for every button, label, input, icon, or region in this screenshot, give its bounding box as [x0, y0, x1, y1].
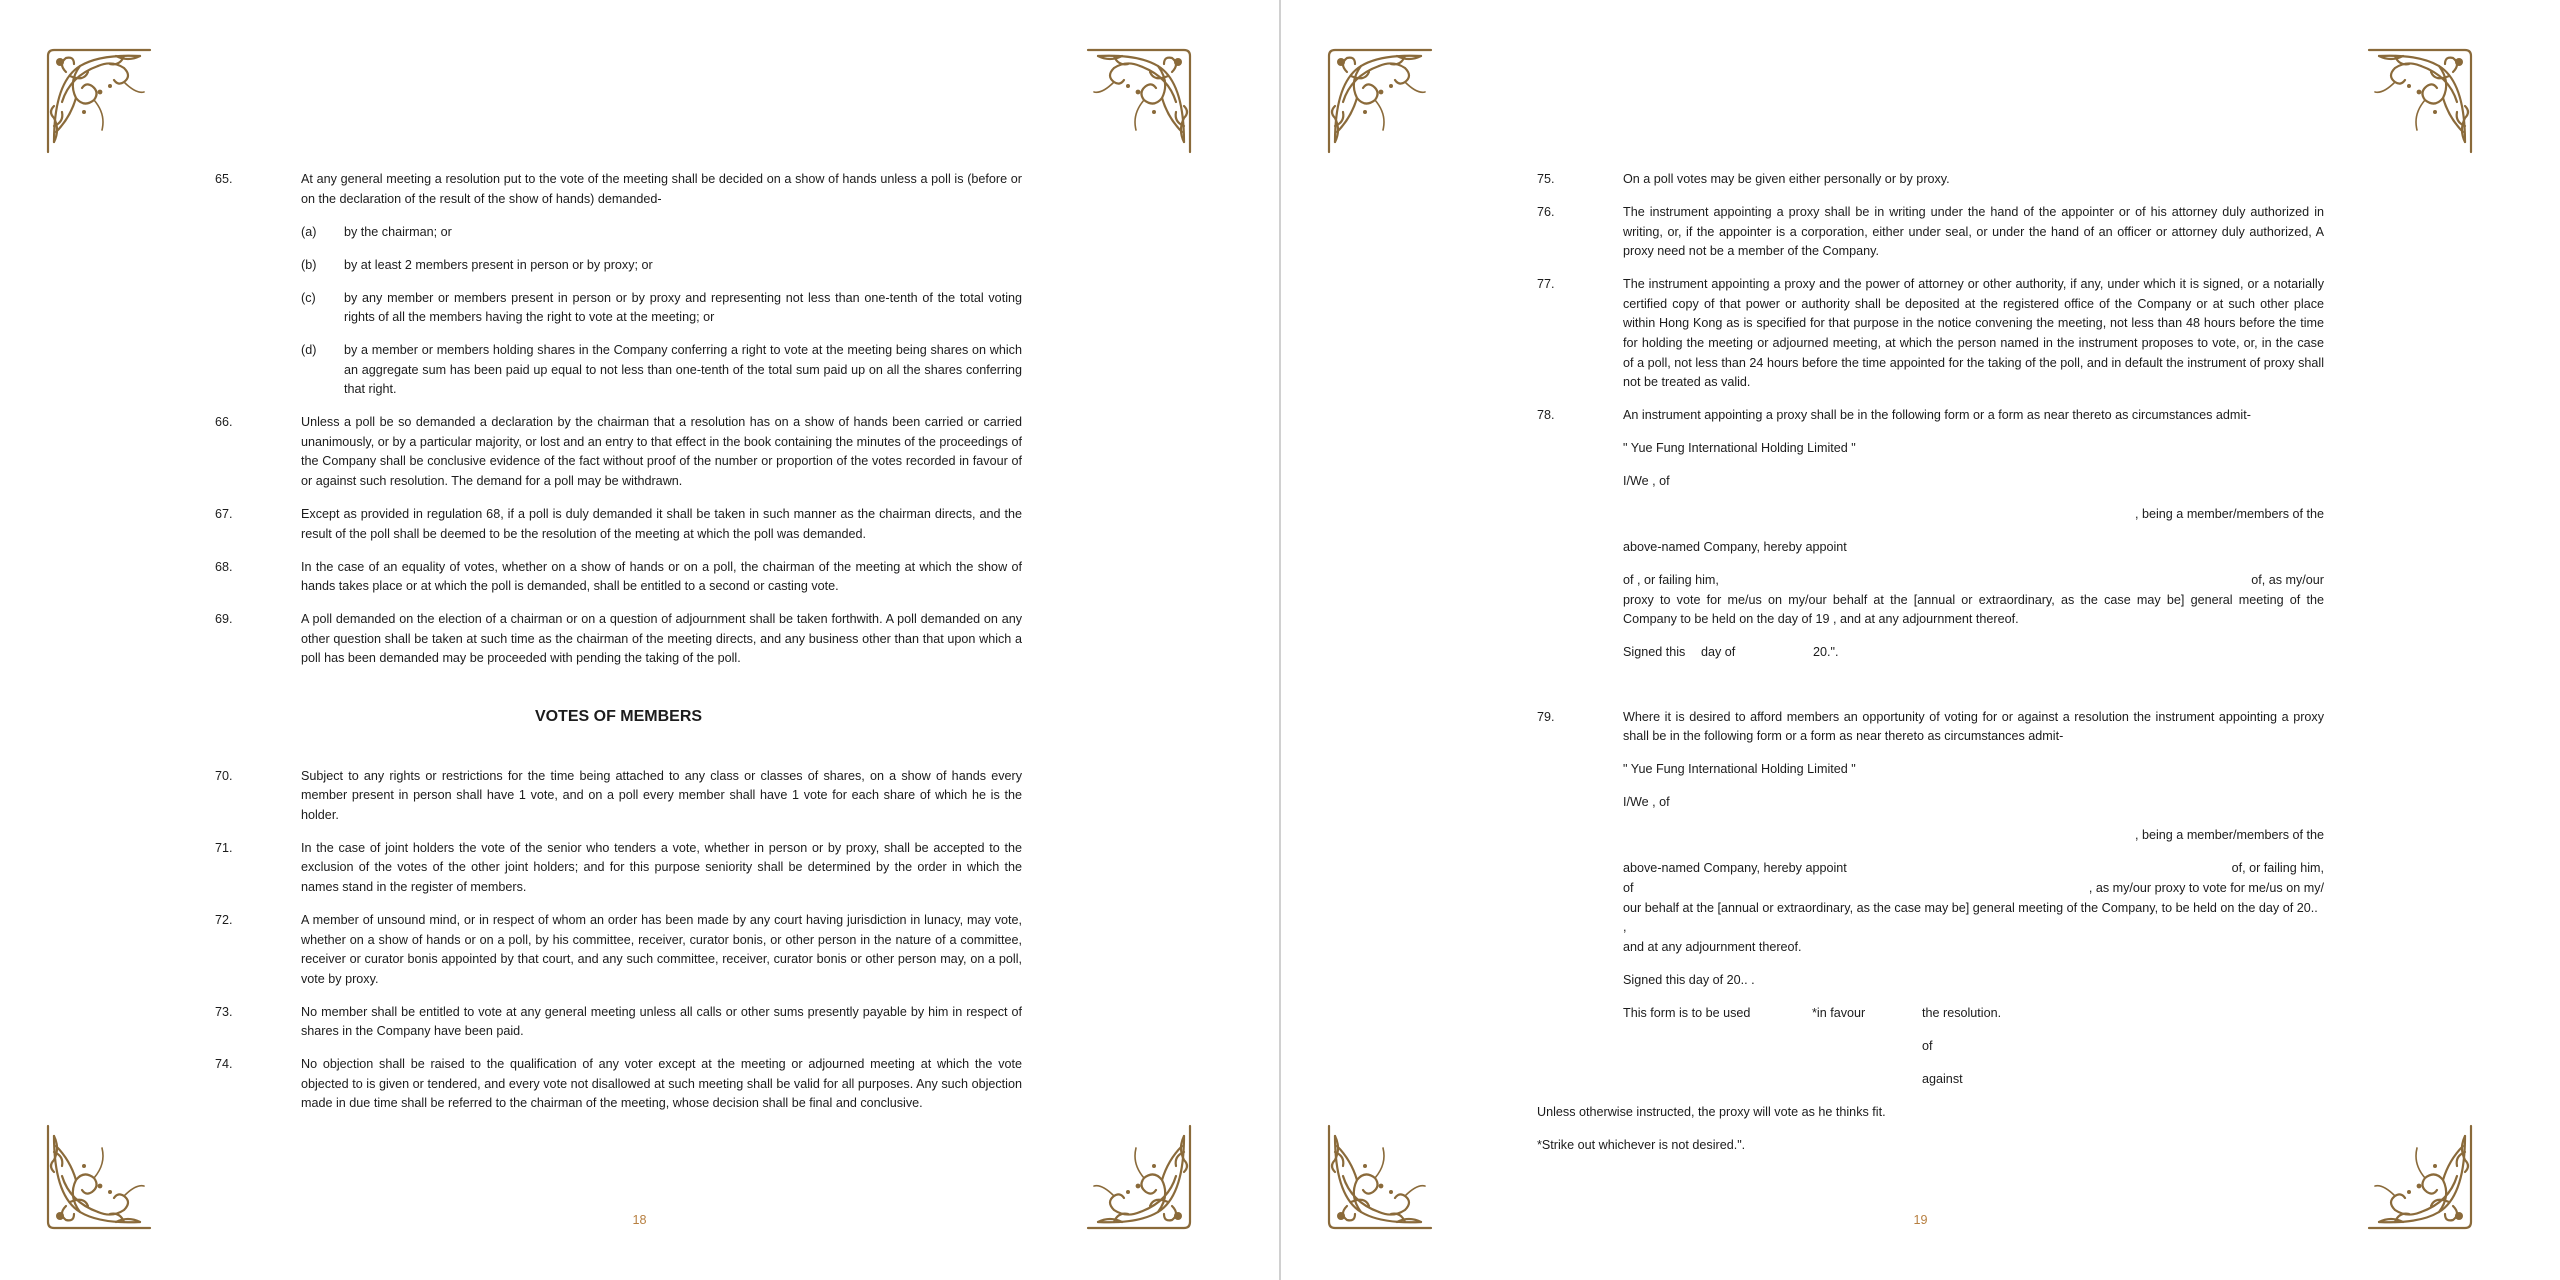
article-number: 75. [1537, 172, 1555, 186]
page-number: 19 [1913, 1213, 1928, 1227]
article-65 [215, 170, 1022, 400]
form-usage-label: This form is to be used [1623, 1005, 1751, 1020]
corner-ornament-icon [2363, 42, 2479, 158]
article-text: A poll demanded on the election of a chairman or on a question of adjournment shall be taken forthwith. A poll demanded on any other question shall be taken at such time as the chairman of the meeting directs, and any business other than that upon which a poll has been demanded may be proceeded with pending the taking of the poll. [301, 612, 1022, 666]
article-number: 76. [1537, 204, 1555, 219]
form-appoint-line: above-named Company, hereby appoint [1623, 540, 1847, 555]
form-of-word: of [1922, 1038, 1933, 1053]
article-71 [215, 839, 1022, 898]
article-number: 78. [1537, 408, 1555, 423]
article-text: A member of unsound mind, or in respect of whom an order has been made by any court having jurisdiction in lunacy, may vote, whether on a show of hands or on a poll, by his committee, receiver, curator bonis, or other person in the nature of a committee, receiver or curator bonis appointed by that court, and any such committee, receiver, curator bonis or other person may, on a poll, vote by proxy. [301, 912, 1022, 986]
form-failing-row [1623, 571, 2324, 591]
article-text: No member shall be entitled to vote at any general meeting unless all calls or other sums presently payable by him in respect of shares in the Company have been paid. [301, 1004, 1022, 1039]
page-body [215, 170, 1022, 1127]
strike-out-note: *Strike out whichever is not desired.". [1537, 1137, 1746, 1152]
form-adjournment-text: and at any adjournment thereof. [1623, 939, 1802, 954]
page-number: 18 [632, 1213, 647, 1227]
sub-clause-a [301, 223, 1022, 243]
article-66 [215, 413, 1022, 491]
article-number: 67. [215, 507, 233, 522]
article-text: An instrument appointing a proxy shall be in the following form or a form as near thereto as circumstances admit- [1623, 408, 2251, 423]
form-resolution: the resolution. [1922, 1005, 2002, 1020]
form-signed-line: Signed this day of 20.. . [1623, 972, 1755, 987]
article-69 [215, 610, 1022, 669]
article-74 [215, 1055, 1022, 1114]
form-usage-line [1623, 1004, 2324, 1024]
article-text: Except as provided in regulation 68, if a poll is duly demanded it shall be taken in such manner as the chairman directs, and the result of the poll shall be deemed to be the resolution of the meeting at which the poll was demanded. [301, 507, 1022, 541]
article-77 [1537, 275, 2324, 393]
article-text: No objection shall be raised to the qualification of any voter except at the meeting or adjourned meeting at which the vote objected to is given or tendered, and every vote not disallowed at such meeting shall be valid for all purposes. Any such objection made in due time shall be referred to the chairman of the meeting, whose decision shall be final and conclusive. [301, 1057, 1022, 1111]
proxy-form-78 [1537, 439, 2324, 663]
form-against: against [1922, 1071, 1963, 1086]
sub-clause-text: by any member or members present in person or by proxy and representing not less than one-tenth of the total voting rights of all the members having the right to vote at the meeting; or [344, 290, 1022, 325]
article-text: Subject to any rights or restrictions for the time being attached to any class or classes of shares, on a show of hands every member present in person shall have 1 vote, and on a poll every member shall have 1 vote for each share of which he is the holder. [301, 768, 1022, 822]
form-company-name: " Yue Fung International Holding Limited " [1623, 441, 1856, 456]
form-being-member-line: , being a member/members of the [2135, 507, 2324, 522]
article-text: Where it is desired to afford members an opportunity of voting for or against a resolution the instrument appointing a proxy shall be in the following form or a form as near thereto as circumstances admit- [1623, 709, 2324, 744]
sub-clause-text: by the chairman; or [344, 224, 452, 239]
sub-clause-b [301, 256, 1022, 276]
form-appoint-right: of, or failing him, [2231, 861, 2324, 876]
proxy-instruction-note: Unless otherwise instructed, the proxy will vote as he thinks fit. [1537, 1104, 1886, 1119]
form-being-member-line: , being a member/members of the [2135, 828, 2324, 843]
section-heading: VOTES OF MEMBERS [534, 708, 703, 725]
article-number: 70. [215, 768, 233, 783]
form-signed-label: Signed this [1623, 645, 1686, 660]
article-number: 71. [215, 840, 233, 855]
article-number: 69. [215, 612, 233, 627]
article-text: The instrument appointing a proxy and the power of attorney or other authority, if any, under which it is signed, or a notarially certified copy of that power or authority shall be deposited at the registered office of the Company or at such other place within Hong Kong as is specified for that purpose in the notice convening the meeting, not less than 48 hours before the time for holding the meeting or adjourned meeting, at which the person named in the instrument proposes to vote, or, in the case of a poll, not less than 24 hours before the time appointed for the taking of the poll, and in default the instrument of proxy shall not be treated as valid. [1623, 277, 2324, 390]
page-body [1537, 170, 2324, 1169]
form-member-line: I/We , of [1623, 474, 1670, 489]
sub-clause-c [301, 289, 1022, 328]
form-signed-line [1623, 643, 2324, 663]
sub-clause-label: (b) [301, 257, 317, 272]
article-76 [1537, 203, 2324, 262]
form-appoint-row [1623, 859, 2324, 879]
article-75 [1537, 170, 2324, 190]
article-70 [215, 767, 1022, 826]
article-text: In the case of an equality of votes, whether on a show of hands or on a poll, the chairman of the meeting at which the show of hands takes place or at which the poll is demanded, shall be entitled to a second or casting vote. [301, 559, 1022, 594]
corner-ornament-icon [1082, 42, 1198, 158]
corner-ornament-icon [40, 42, 156, 158]
sub-clause-label: (c) [301, 290, 316, 305]
article-text: Unless a poll be so demanded a declaration by the chairman that a resolution has on a show of hands been carried or carried unanimously, or by a particular majority, or lost and an entry to that effect in the book containing the minutes of the proceedings of the Company shall be conclusive evidence of the fact without proof of the number or proportion of the votes recorded in favour of or against such resolution. The demand for a poll may be withdrawn. [301, 415, 1022, 489]
form-of-row [1623, 879, 2324, 899]
article-number: 73. [215, 1004, 233, 1019]
article-78 [1537, 406, 2324, 426]
form-failing-left: of , or failing him, [1623, 573, 1719, 588]
form-in-favour: *in favour [1812, 1005, 1866, 1020]
sub-clause-text: by at least 2 members present in person or by proxy; or [344, 257, 653, 272]
article-number: 77. [1537, 277, 1555, 292]
form-of-right: , as my/our proxy to vote for me/us on my/ [2088, 880, 2324, 895]
sub-clause-d [301, 341, 1022, 400]
form-member-line: I/We , of [1623, 795, 1670, 810]
article-text: The instrument appointing a proxy shall be in writing under the hand of the appointer or of his attorney duly authorized in writing, or, if the appointer is a corporation, either under seal, or under the hand of an officer or attorney duly authorized, A proxy need not be a member of the Company. [1623, 204, 2324, 259]
article-73 [215, 1003, 1022, 1042]
article-72 [215, 911, 1022, 989]
article-number: 66. [215, 415, 233, 430]
sub-clause-label: (d) [301, 343, 317, 358]
article-68 [215, 558, 1022, 597]
article-67 [215, 505, 1022, 544]
page-19 [1281, 0, 2560, 1280]
form-signed-day: day of [1701, 645, 1736, 660]
article-text: On a poll votes may be given either personally or by proxy. [1623, 172, 1950, 186]
article-number: 65. [215, 172, 233, 186]
form-proxy-text: proxy to vote for me/us on my/our behalf at the [annual or extraordinary, as the case may be] general meeting of the Company to be held on the day of 19 , and at any adjournment thereof. [1623, 592, 2324, 627]
article-text: At any general meeting a resolution put to the vote of the meeting shall be decided on a show of hands unless a poll is (before or on the declaration of the result of the show of hands) demanded- [301, 172, 1022, 206]
article-number: 79. [1537, 709, 1555, 724]
article-79 [1537, 708, 2324, 747]
corner-ornament-icon [1321, 42, 1437, 158]
article-number: 74. [215, 1057, 233, 1072]
article-number: 68. [215, 559, 233, 574]
article-text: In the case of joint holders the vote of the senior who tenders a vote, whether in person or by proxy, shall be accepted to the exclusion of the votes of the other joint holders; and for this purpose seniority shall be determined by the order in which the names stand in the register of members. [301, 840, 1022, 894]
form-company-name: " Yue Fung International Holding Limited " [1623, 762, 1856, 777]
form-signed-year: 20.". [1813, 645, 1839, 660]
proxy-form-79 [1537, 760, 2324, 1089]
sub-clause-text: by a member or members holding shares in the Company conferring a right to vote at the meeting being shares on which an aggregate sum has been paid up equal to not less than one-tenth of the total sum paid up on all the shares conferring that right. [344, 343, 1022, 397]
form-failing-right: of, as my/our [2251, 573, 2324, 588]
article-number: 72. [215, 912, 233, 927]
form-behalf-text: our behalf at the [annual or extraordinary, as the case may be] general meeting of the Company, to be held on the day of 20.. , [1623, 900, 2318, 935]
form-of-left: of [1623, 880, 1634, 895]
page-18 [0, 0, 1279, 1280]
sub-clause-label: (a) [301, 224, 317, 239]
form-appoint-left: above-named Company, hereby appoint [1623, 861, 1847, 876]
